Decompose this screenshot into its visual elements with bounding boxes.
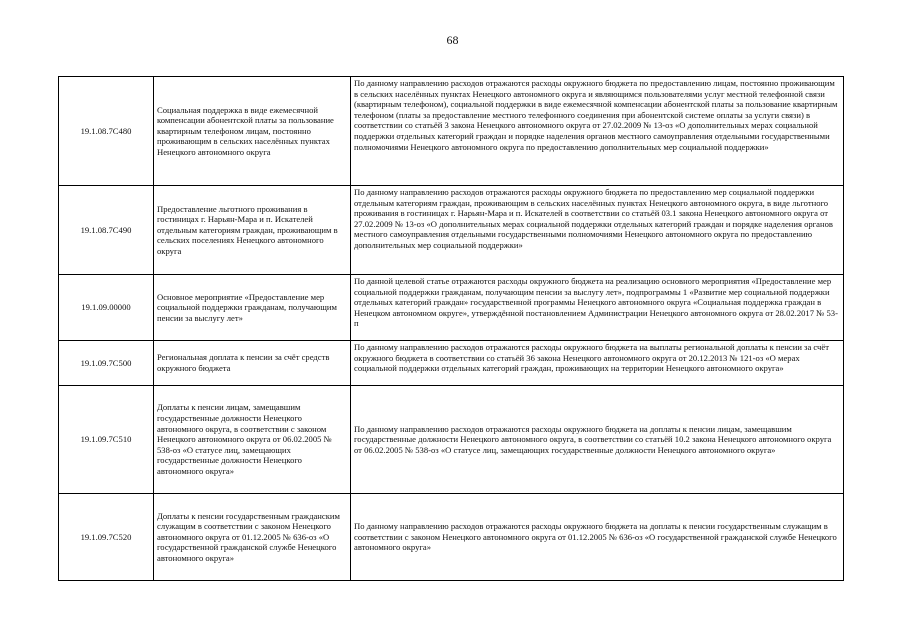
target-article-description: По данному направлению расходов отражаются расходы окружного бюджета на выплаты региональной доплаты к пенсии за счёт окружного бюджета в соответствии со статьёй 36 закона Ненецкого автономного округа от 20.12.2013 № 121-оз «О мерах социальной поддержки отдельных категорий граждан, проживающих на территории Ненецкого автономного округа» bbox=[351, 341, 844, 386]
table-row bbox=[59, 186, 844, 275]
target-article-description: По данному направлению расходов отражаются расходы окружного бюджета на доплаты к пенсии лицам, замещавшим государственные должности Ненецкого автономного округа, в соответствии со статьёй 10.2 закона Ненецкого автономного округа от 06.02.2005 № 538-оз «О статусе лиц, замещающих государственные должности Ненецкого автономного округа» bbox=[351, 386, 844, 494]
target-article-code: 19.1.09.7С520 bbox=[59, 494, 154, 581]
table-row bbox=[59, 494, 844, 581]
target-article-code: 19.1.08.7С480 bbox=[59, 77, 154, 186]
target-article-name: Доплаты к пенсии государственным гражданским служащим в соответствии с законом Ненецкого автономного округа от 01.12.2005 № 636-оз «О государственной гражданской службе Ненецкого автономного округа» bbox=[154, 494, 351, 581]
target-article-code: 19.1.08.7С490 bbox=[59, 186, 154, 275]
target-article-code: 19.1.09.00000 bbox=[59, 275, 154, 341]
target-article-name: Социальная поддержка в виде ежемесячной компенсации абонентской платы за пользование квартирным телефоном лицам, постоянно проживающим в сельских населённых пунктах Ненецкого автономного округа bbox=[154, 77, 351, 186]
target-article-code: 19.1.09.7С510 bbox=[59, 386, 154, 494]
target-article-description: По данному направлению расходов отражаются расходы окружного бюджета на доплаты к пенсии государственным служащим в соответствии с законом Ненецкого автономного округа от 01.12.2005 № 636-оз «О государственной гражданской службе Ненецкого автономного округа» bbox=[351, 494, 844, 581]
table-row bbox=[59, 77, 844, 186]
target-article-name: Доплаты к пенсии лицам, замещавшим государственные должности Ненецкого автономного округа, в соответствии с законом Ненецкого автономного округа от 06.02.2005 № 538-оз «О статусе лиц, замещающих государственные должности Ненецкого автономного округа» bbox=[154, 386, 351, 494]
target-article-description: По данному направлению расходов отражаются расходы окружного бюджета по предоставлению мер социальной поддержки отдельным категориям граждан, проживающим в сельских населённых пунктах Ненецкого автономного округа, в виде льготного проживания в гостиницах г. Нарьян-Мара и п. Искателей в соответствии со статьёй 03.1 закона Ненецкого автономного округа от 27.02.2009 № 13-оз «О дополнительных мерах социальной поддержки отдельных категорий граждан и порядке наделения органов местного самоуправления отдельными государственными полномочиями Ненецкого автономного округа по предоставлению дополнительных мер социальной поддержки» bbox=[351, 186, 844, 275]
budget-classification-table bbox=[58, 76, 844, 581]
target-article-name: Основное мероприятие «Предоставление мер социальной поддержки гражданам, получающим пенсии за выслугу лет» bbox=[154, 275, 351, 341]
table-row bbox=[59, 386, 844, 494]
target-article-description: По данной целевой статье отражаются расходы окружного бюджета на реализацию основного мероприятия «Предоставление мер социальной поддержки гражданам, получающим пенсии за выслугу лет», подпрограммы 1 «Развитие мер социальной поддержки отдельных категорий граждан» государственной программы Ненецкого автономного округа «Социальная поддержка граждан в Ненецком автономном округе», утверждённой постановлением Администрации Ненецкого автономного округа от 28.02.2017 № 53-п bbox=[351, 275, 844, 341]
target-article-code: 19.1.09.7С500 bbox=[59, 341, 154, 386]
target-article-description: По данному направлению расходов отражаются расходы окружного бюджета по предоставлению лицам, постоянно проживающим в сельских населённых пунктах Ненецкого автономного округа и являющимся пользователями услуг местной телефонной связи (квартирным телефоном), социальной поддержки в виде ежемесячной компенсации абонентской платы за пользование квартирным телефоном (платы за предоставление местного телефонного соединения при абонентской системе оплаты за услуги связи) в соответствии со статьёй 3 закона Ненецкого автономного округа от 27.02.2009 № 13-оз «О дополнительных мерах социальной поддержки отдельных категорий граждан и порядке наделения органов местного самоуправления отдельными государственными полномочиями Ненецкого автономного округа по предоставлению дополнительных мер социальной поддержки» bbox=[351, 77, 844, 186]
target-article-name: Предоставление льготного проживания в гостиницах г. Нарьян-Мара и п. Искателей отдельным категориям граждан, проживающим в сельских поселениях Ненецкого автономного округа bbox=[154, 186, 351, 275]
table-row bbox=[59, 341, 844, 386]
page-number: 68 bbox=[446, 33, 459, 47]
target-article-name: Региональная доплата к пенсии за счёт средств окружного бюджета bbox=[154, 341, 351, 386]
table-row bbox=[59, 275, 844, 341]
